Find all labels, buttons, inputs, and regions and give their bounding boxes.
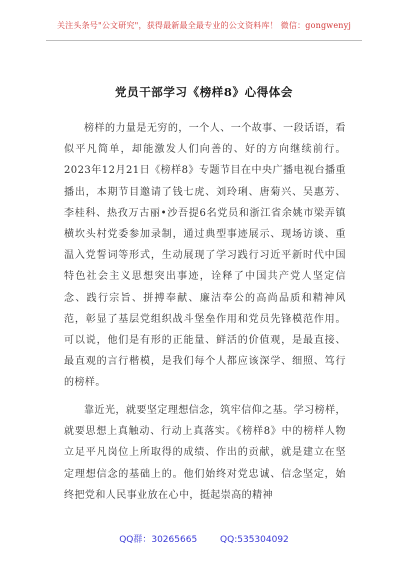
header-divider [46, 40, 362, 41]
footer [0, 532, 408, 545]
header-banner: 关注头条号"公文研究"，获得最新最全最专业的公文资料库！ 微信：gongwenyj [56, 21, 352, 30]
paragraph-1: 榜样的力量是无穷的，一个人、一个故事、一段话语，看似平凡简单，却能激发人们向善的、好的方向继续前行。2023年12月21日《榜样8》专题节目在中央广播电视台播重播出，本期节目邀请了钱七虎、刘玲琍、唐菊兴、吴惠芳、李桂科、热孜万古丽•沙吾提6名党员和浙江省余姚市梁弄镇横坎头村党委参加录制，通过典型事迹展示、现场访谈、重温入党誓词等形式，生动展现了学习践行习近平新时代中国特色社会主义思想突出事迹，诠释了中国共产党人坚定信念、践行宗旨、拼搏奉献、廉洁奉公的高尚品质和精神风范，彰显了基层党组织战斗堡垒作用和党员先锋模范作用。可以说，他们是有形的正能量、鲜活的价值观，是最直接、最直观的言行楷模，是我们每个人都应该深学、细照、笃行的榜样。 [64, 123, 346, 389]
paragraph-2: 靠近光，就要坚定理想信念，筑牢信仰之基。学习榜样，就要思想上真触动、行动上真落实。《榜样8》中的榜样人物立足平凡岗位上所取得的成绩、作出的贡献，就是建立在坚定理想信念的基础上的。他们始终对党忠诚、信念坚定，始终把党和人民事业放在心中，挺起崇高的精神 [64, 405, 346, 501]
document-title: 党员干部学习《榜样8》心得体会 [115, 85, 293, 99]
footer-qq-group: QQ群：30265665 [119, 535, 198, 545]
footer-qq-contact: QQ:535304092 [220, 535, 289, 545]
